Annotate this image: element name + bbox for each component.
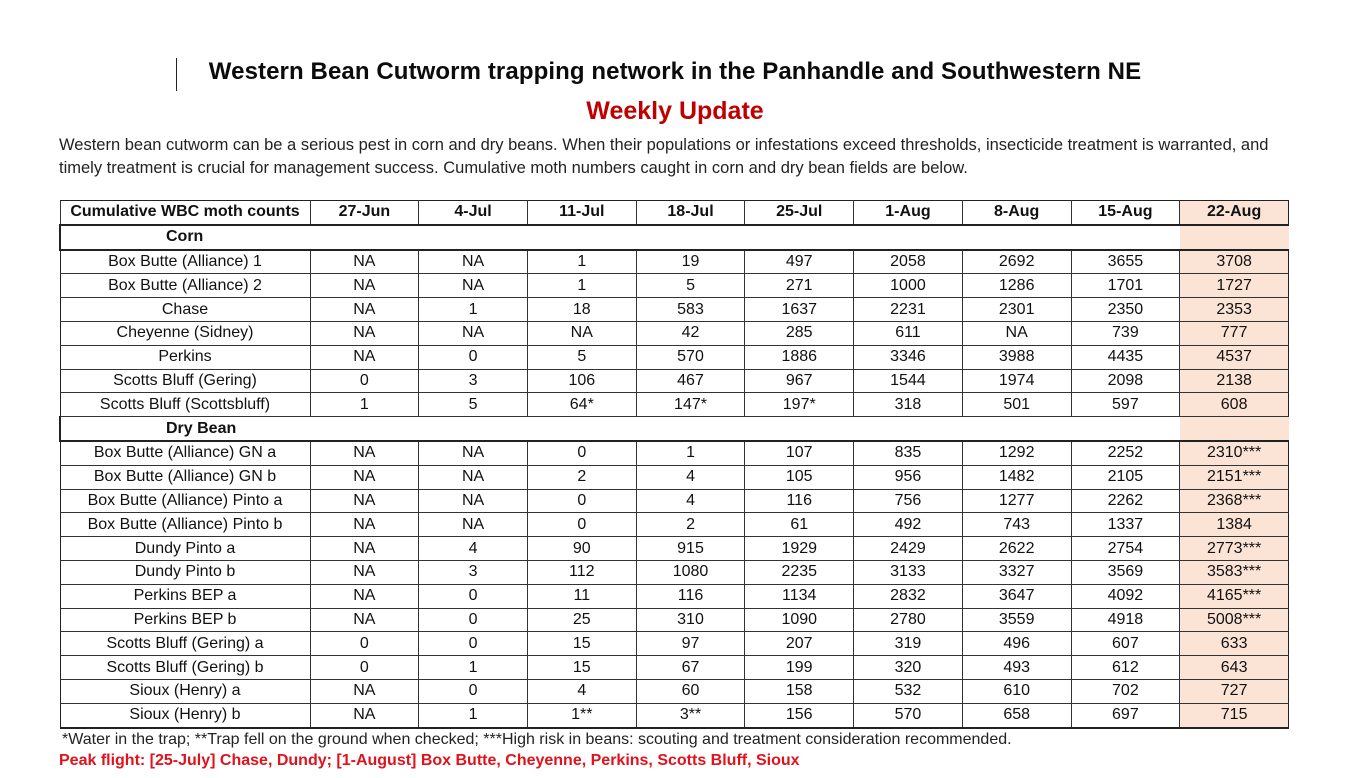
count-cell: 835 — [854, 441, 963, 465]
count-cell: 0 — [310, 632, 419, 656]
count-cell: 2138 — [1180, 369, 1289, 393]
footnote: *Water in the trap; **Trap fell on the ground when checked; ***High risk in beans: scouting and treatment consideration recommended. — [62, 731, 1012, 748]
count-cell: 1886 — [745, 345, 854, 369]
count-cell: 4 — [419, 537, 528, 561]
count-cell: 612 — [1071, 656, 1180, 680]
count-cell: NA — [527, 321, 636, 345]
count-cell: NA — [419, 441, 528, 465]
count-cell: NA — [310, 513, 419, 537]
count-cell: 0 — [419, 632, 528, 656]
count-cell: NA — [310, 679, 419, 703]
count-cell: 107 — [745, 441, 854, 465]
count-cell: NA — [310, 489, 419, 513]
count-cell: 4 — [636, 465, 745, 489]
date-header: 22-Aug — [1180, 201, 1289, 225]
count-cell: 658 — [962, 703, 1071, 727]
date-header: 4-Jul — [419, 201, 528, 225]
count-cell: 1277 — [962, 489, 1071, 513]
count-cell: NA — [310, 345, 419, 369]
count-cell: 715 — [1180, 703, 1289, 727]
count-cell: 1727 — [1180, 274, 1289, 298]
count-cell: 1 — [527, 274, 636, 298]
count-cell: 1637 — [745, 298, 854, 322]
site-name-cell: Cheyenne (Sidney) — [60, 321, 310, 345]
count-cell: 0 — [419, 679, 528, 703]
table-row — [60, 513, 1289, 537]
site-name-cell: Scotts Bluff (Gering) b — [60, 656, 310, 680]
count-cell: 1544 — [854, 369, 963, 393]
count-cell: 15 — [527, 656, 636, 680]
count-cell: 3133 — [854, 560, 963, 584]
site-name-cell: Sioux (Henry) a — [60, 679, 310, 703]
site-name-cell: Box Butte (Alliance) GN b — [60, 465, 310, 489]
count-cell: 18 — [527, 298, 636, 322]
count-cell: NA — [962, 321, 1071, 345]
count-cell: 1974 — [962, 369, 1071, 393]
count-cell: 2780 — [854, 608, 963, 632]
table-row — [60, 608, 1289, 632]
count-cell: 60 — [636, 679, 745, 703]
count-cell: 197* — [745, 393, 854, 417]
count-cell: 5008*** — [1180, 608, 1289, 632]
count-cell: 739 — [1071, 321, 1180, 345]
count-cell: 608 — [1180, 393, 1289, 417]
count-cell: 956 — [854, 465, 963, 489]
count-cell: 643 — [1180, 656, 1289, 680]
table-row — [60, 656, 1289, 680]
count-cell: 3988 — [962, 345, 1071, 369]
count-cell: NA — [310, 465, 419, 489]
count-cell: 207 — [745, 632, 854, 656]
count-cell: NA — [310, 274, 419, 298]
intro-paragraph: Western bean cutworm can be a serious pest in corn and dry beans. When their populations or infestations exceed thresholds, insecticide treatment is warranted, and timely treatment is crucial for management success. Cumulative moth numbers caught in corn and dry bean fields are below. — [59, 136, 1269, 177]
count-cell: 2754 — [1071, 537, 1180, 561]
count-cell: NA — [419, 250, 528, 274]
count-cell: 570 — [636, 345, 745, 369]
count-cell: 4092 — [1071, 584, 1180, 608]
count-cell: 611 — [854, 321, 963, 345]
count-cell: 5 — [419, 393, 528, 417]
count-cell: 116 — [745, 489, 854, 513]
count-cell: 2098 — [1071, 369, 1180, 393]
count-cell: 106 — [527, 369, 636, 393]
table-row — [60, 537, 1289, 561]
site-name-cell: Box Butte (Alliance) 2 — [60, 274, 310, 298]
count-cell: 4918 — [1071, 608, 1180, 632]
section-label: Corn — [60, 225, 1180, 250]
count-cell: 2350 — [1071, 298, 1180, 322]
count-cell: 1000 — [854, 274, 963, 298]
count-cell: 532 — [854, 679, 963, 703]
count-cell: NA — [310, 298, 419, 322]
count-cell: NA — [419, 274, 528, 298]
count-cell: 11 — [527, 584, 636, 608]
site-name-cell: Box Butte (Alliance) Pinto b — [60, 513, 310, 537]
count-cell: 967 — [745, 369, 854, 393]
count-cell: 5 — [527, 345, 636, 369]
count-cell: 25 — [527, 608, 636, 632]
count-cell: 310 — [636, 608, 745, 632]
corner-header: Cumulative WBC moth counts — [60, 201, 310, 225]
count-cell: NA — [419, 513, 528, 537]
count-cell: 2151*** — [1180, 465, 1289, 489]
count-cell: 320 — [854, 656, 963, 680]
count-cell: 64* — [527, 393, 636, 417]
count-cell: 1701 — [1071, 274, 1180, 298]
count-cell: NA — [310, 250, 419, 274]
count-cell: 2058 — [854, 250, 963, 274]
count-cell: 1 — [419, 298, 528, 322]
date-header: 27-Jun — [310, 201, 419, 225]
count-cell: 2353 — [1180, 298, 1289, 322]
table-row — [60, 274, 1289, 298]
count-cell: 3 — [419, 369, 528, 393]
count-cell: 727 — [1180, 679, 1289, 703]
count-cell: 0 — [527, 513, 636, 537]
count-cell: 156 — [745, 703, 854, 727]
count-cell: 467 — [636, 369, 745, 393]
count-cell: 4435 — [1071, 345, 1180, 369]
count-cell: 285 — [745, 321, 854, 345]
count-cell: 2692 — [962, 250, 1071, 274]
count-cell: 90 — [527, 537, 636, 561]
site-name-cell: Dundy Pinto a — [60, 537, 310, 561]
count-cell: 493 — [962, 656, 1071, 680]
count-cell: 1384 — [1180, 513, 1289, 537]
count-cell: 3647 — [962, 584, 1071, 608]
count-cell: 2235 — [745, 560, 854, 584]
count-cell: 4537 — [1180, 345, 1289, 369]
count-cell: 271 — [745, 274, 854, 298]
count-cell: NA — [310, 608, 419, 632]
count-cell: 2301 — [962, 298, 1071, 322]
count-cell: 1080 — [636, 560, 745, 584]
count-cell: 147* — [636, 393, 745, 417]
count-cell: 4165*** — [1180, 584, 1289, 608]
count-cell: 112 — [527, 560, 636, 584]
count-cell: 2368*** — [1180, 489, 1289, 513]
count-cell: 319 — [854, 632, 963, 656]
count-cell: NA — [419, 465, 528, 489]
count-cell: 61 — [745, 513, 854, 537]
count-cell: 1337 — [1071, 513, 1180, 537]
table-body — [60, 225, 1289, 728]
count-cell: 2310*** — [1180, 441, 1289, 465]
count-cell: 3708 — [1180, 250, 1289, 274]
site-name-cell: Perkins — [60, 345, 310, 369]
table-row — [60, 489, 1289, 513]
count-cell: 3655 — [1071, 250, 1180, 274]
section-highlight-cell — [1180, 225, 1289, 250]
table-row — [60, 560, 1289, 584]
count-cell: 2773*** — [1180, 537, 1289, 561]
count-cell: 318 — [854, 393, 963, 417]
table-row — [60, 632, 1289, 656]
count-cell: 1 — [419, 703, 528, 727]
count-cell: 4 — [636, 489, 745, 513]
count-cell: 583 — [636, 298, 745, 322]
count-cell: 67 — [636, 656, 745, 680]
count-cell: 1134 — [745, 584, 854, 608]
count-cell: NA — [310, 537, 419, 561]
table-row — [60, 441, 1289, 465]
count-cell: 743 — [962, 513, 1071, 537]
count-cell: 2105 — [1071, 465, 1180, 489]
moth-count-table — [59, 200, 1289, 729]
table-row — [60, 250, 1289, 274]
date-header: 11-Jul — [527, 201, 636, 225]
table-row — [60, 369, 1289, 393]
count-cell: 2 — [636, 513, 745, 537]
count-cell: 19 — [636, 250, 745, 274]
count-cell: 3** — [636, 703, 745, 727]
count-cell: 158 — [745, 679, 854, 703]
count-cell: 42 — [636, 321, 745, 345]
date-header: 15-Aug — [1071, 201, 1180, 225]
count-cell: NA — [310, 560, 419, 584]
count-cell: 5 — [636, 274, 745, 298]
count-cell: 0 — [310, 369, 419, 393]
table-header-row — [60, 201, 1289, 225]
site-name-cell: Dundy Pinto b — [60, 560, 310, 584]
count-cell: 2231 — [854, 298, 963, 322]
peak-flight-note: Peak flight: [25-July] Chase, Dundy; [1-August] Box Butte, Cheyenne, Perkins, Scotts Bluff, Sioux — [59, 752, 800, 769]
count-cell: 3346 — [854, 345, 963, 369]
count-cell: 497 — [745, 250, 854, 274]
table-row — [60, 679, 1289, 703]
section-row — [60, 225, 1289, 250]
date-header: 18-Jul — [636, 201, 745, 225]
count-cell: 2832 — [854, 584, 963, 608]
count-cell: 3559 — [962, 608, 1071, 632]
count-cell: 0 — [419, 584, 528, 608]
table-row — [60, 584, 1289, 608]
table-row — [60, 393, 1289, 417]
page-subtitle: Weekly Update — [586, 97, 764, 125]
count-cell: 2262 — [1071, 489, 1180, 513]
site-name-cell: Chase — [60, 298, 310, 322]
count-cell: 0 — [310, 656, 419, 680]
count-cell: 0 — [419, 608, 528, 632]
count-cell: 2622 — [962, 537, 1071, 561]
count-cell: 97 — [636, 632, 745, 656]
count-cell: 702 — [1071, 679, 1180, 703]
site-name-cell: Scotts Bluff (Gering) — [60, 369, 310, 393]
date-header: 8-Aug — [962, 201, 1071, 225]
count-cell: 756 — [854, 489, 963, 513]
count-cell: NA — [310, 584, 419, 608]
table-row — [60, 298, 1289, 322]
count-cell: NA — [310, 321, 419, 345]
section-row — [60, 417, 1289, 441]
count-cell: 1090 — [745, 608, 854, 632]
site-name-cell: Scotts Bluff (Gering) a — [60, 632, 310, 656]
count-cell: 915 — [636, 537, 745, 561]
count-cell: 3583*** — [1180, 560, 1289, 584]
count-cell: 697 — [1071, 703, 1180, 727]
count-cell: 3327 — [962, 560, 1071, 584]
section-label: Dry Bean — [60, 417, 1180, 441]
count-cell: 105 — [745, 465, 854, 489]
site-name-cell: Perkins BEP a — [60, 584, 310, 608]
count-cell: 199 — [745, 656, 854, 680]
count-cell: 501 — [962, 393, 1071, 417]
site-name-cell: Perkins BEP b — [60, 608, 310, 632]
site-name-cell: Box Butte (Alliance) 1 — [60, 250, 310, 274]
count-cell: 1929 — [745, 537, 854, 561]
count-cell: NA — [419, 321, 528, 345]
count-cell: 777 — [1180, 321, 1289, 345]
page-title-text: Western Bean Cutworm trapping network in the Panhandle and Southwestern NE — [208, 58, 1142, 85]
count-cell: 15 — [527, 632, 636, 656]
site-name-cell: Sioux (Henry) b — [60, 703, 310, 727]
count-cell: NA — [419, 489, 528, 513]
count-cell: 1286 — [962, 274, 1071, 298]
count-cell: 1 — [310, 393, 419, 417]
site-name-cell: Box Butte (Alliance) GN a — [60, 441, 310, 465]
site-name-cell: Box Butte (Alliance) Pinto a — [60, 489, 310, 513]
count-cell: 0 — [527, 441, 636, 465]
count-cell: 116 — [636, 584, 745, 608]
date-header: 25-Jul — [745, 201, 854, 225]
count-cell: 570 — [854, 703, 963, 727]
count-cell: 1 — [419, 656, 528, 680]
count-cell: 610 — [962, 679, 1071, 703]
table-row — [60, 321, 1289, 345]
count-cell: 1482 — [962, 465, 1071, 489]
count-cell: 2 — [527, 465, 636, 489]
page-title — [0, 58, 1350, 86]
count-cell: 1 — [527, 250, 636, 274]
count-cell: NA — [310, 703, 419, 727]
table-row — [60, 465, 1289, 489]
count-cell: 3 — [419, 560, 528, 584]
table-row — [60, 703, 1289, 727]
count-cell: 4 — [527, 679, 636, 703]
count-cell: 3569 — [1071, 560, 1180, 584]
date-header: 1-Aug — [854, 201, 963, 225]
site-name-cell: Scotts Bluff (Scottsbluff) — [60, 393, 310, 417]
count-cell: 0 — [419, 345, 528, 369]
table-row — [60, 345, 1289, 369]
count-cell: 607 — [1071, 632, 1180, 656]
count-cell: 1** — [527, 703, 636, 727]
count-cell: 1292 — [962, 441, 1071, 465]
count-cell: 2429 — [854, 537, 963, 561]
count-cell: 633 — [1180, 632, 1289, 656]
count-cell: 496 — [962, 632, 1071, 656]
count-cell: NA — [310, 441, 419, 465]
count-cell: 1 — [636, 441, 745, 465]
count-cell: 0 — [527, 489, 636, 513]
count-cell: 492 — [854, 513, 963, 537]
count-cell: 597 — [1071, 393, 1180, 417]
section-highlight-cell — [1180, 417, 1289, 441]
count-cell: 2252 — [1071, 441, 1180, 465]
